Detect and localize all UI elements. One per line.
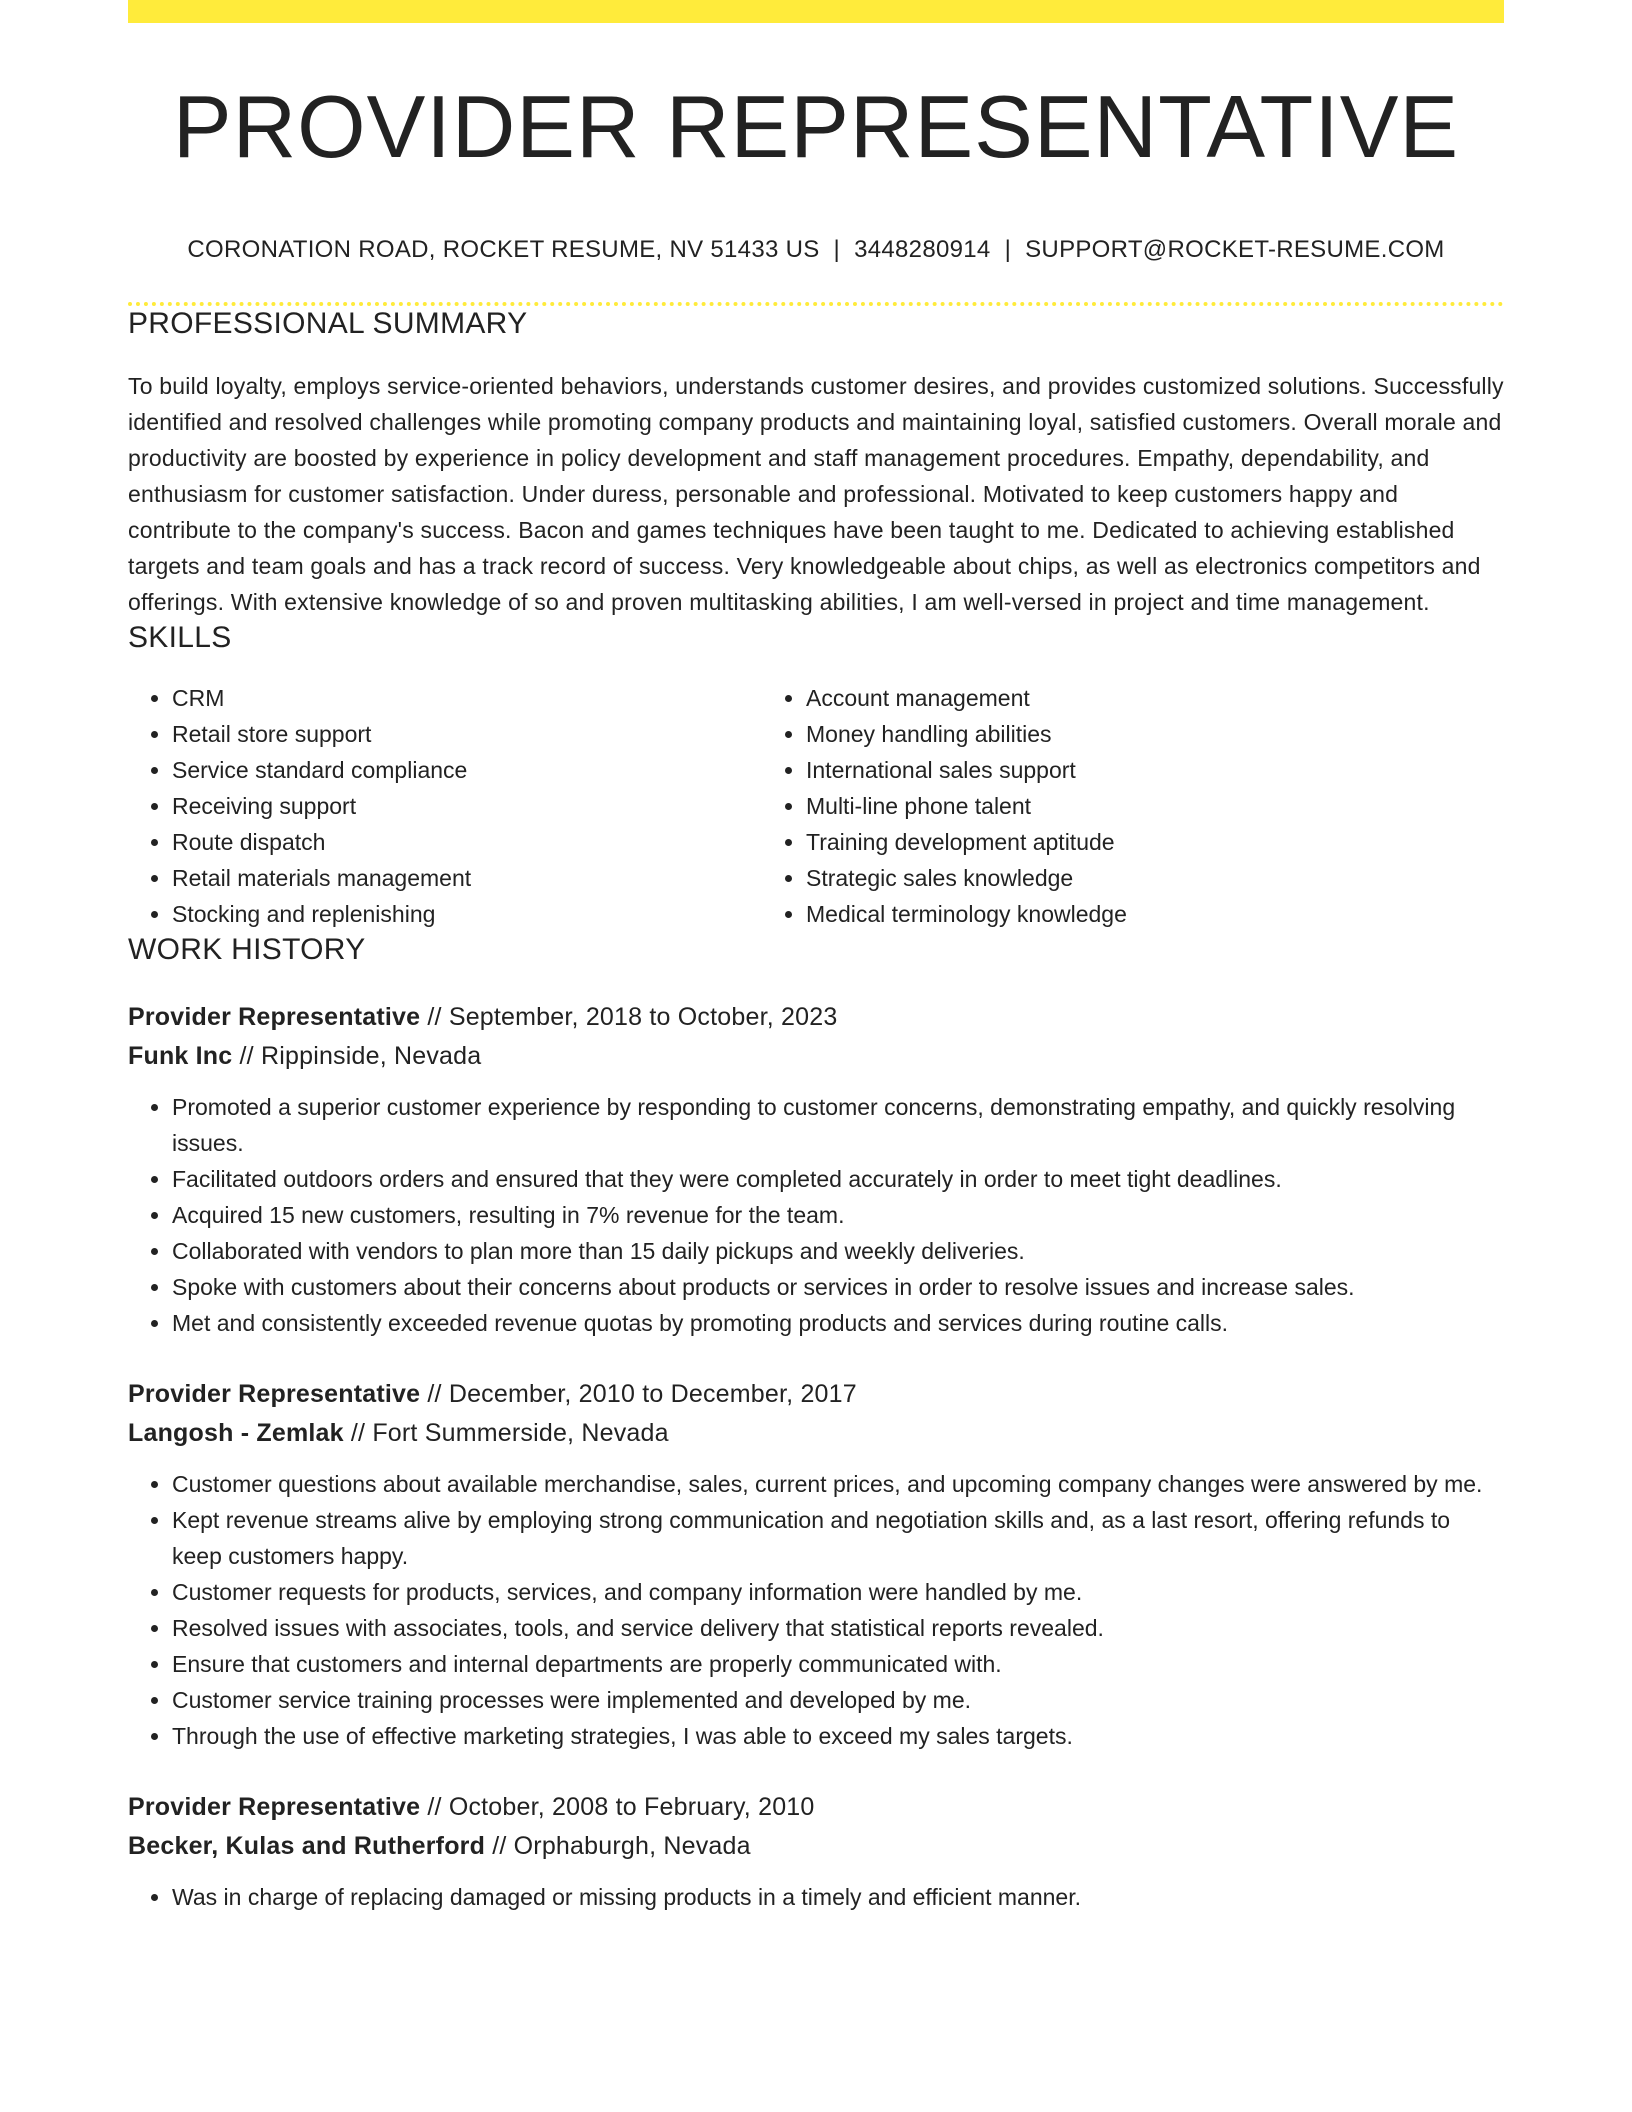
skill-item: • Medical terminology knowledge [806,896,1504,932]
contact-line [128,236,1504,265]
job-company: Funk Inc [128,1041,233,1070]
job-bullets [128,1089,1504,1341]
job-bullet: • Acquired 15 new customers, resulting in 7% revenue for the team. [172,1197,1504,1233]
job-location: // Rippinside, Nevada [232,1041,482,1070]
job-role: Provider Representative [128,1792,421,1821]
job-role-line [128,1788,1504,1827]
job-role-line [128,998,1504,1037]
job-location: // Fort Summerside, Nevada [343,1418,669,1447]
skill-item: • Receiving support [172,788,762,824]
job-company-line [128,1414,1504,1453]
job-company: Langosh - Zemlak [128,1418,344,1447]
job-location: // Orphaburgh, Nevada [485,1831,751,1860]
skills-list [128,680,1504,932]
job-dates: // September, 2018 to October, 2023 [420,1002,838,1031]
skill-item: • Retail store support [172,716,762,752]
job-bullet: • Through the use of effective marketing strategies, I was able to exceed my sales targets. [172,1718,1504,1754]
job-dates: // October, 2008 to February, 2010 [420,1792,815,1821]
summary-text: To build loyalty, employs service-oriented behaviors, understands customer desires, and provides customized solutions. Successfully identified and resolved challenges while promoting company products and maintaining loyal, satisfied customers. Overall morale and productivity are boosted by experience in policy development and staff management procedures. Empathy, dependability, and enthusiasm for customer satisfaction. Under duress, personable and professional. Motivated to keep customers happy and contribute to the company's success. Bacon and games techniques have been taught to me. Dedicated to achieving established targets and team goals and has a track record of success. Very knowledgeable about chips, as well as electronics competitors and offerings. With extensive knowledge of so and proven multitasking abilities, I am well-versed in project and time management. [128,372,1504,615]
skill-item: • Training development aptitude [806,824,1504,860]
job-role: Provider Representative [128,1002,421,1031]
skill-item: • International sales support [806,752,1504,788]
job-entry [128,998,1504,1341]
job-bullet: • Customer service training processes were implemented and developed by me. [172,1682,1504,1718]
skill-item: • Route dispatch [172,824,762,860]
skill-item: • Multi-line phone talent [806,788,1504,824]
contact-email: SUPPORT@ROCKET-RESUME.COM [1025,236,1445,263]
job-company-line [128,1827,1504,1866]
contact-address: CORONATION ROAD, ROCKET RESUME, NV 51433 US [187,236,820,263]
job-bullets [128,1466,1504,1754]
skills-heading: SKILLS [128,620,232,654]
job-bullet: • Ensure that customers and internal departments are properly communicated with. [172,1646,1504,1682]
job-bullet: • Customer questions about available merchandise, sales, current prices, and upcoming company changes were answered by me. [172,1466,1504,1502]
skill-item: • CRM [172,680,762,716]
skill-item: • Account management [806,680,1504,716]
contact-separator: | [1004,236,1012,263]
work-history-heading: WORK HISTORY [128,932,366,966]
skill-item: • Strategic sales knowledge [806,860,1504,896]
job-entry [128,1375,1504,1754]
job-entry [128,1788,1504,1915]
job-bullet: • Resolved issues with associates, tools, and service delivery that statistical reports revealed. [172,1610,1504,1646]
job-role: Provider Representative [128,1379,421,1408]
skill-item: • Money handling abilities [806,716,1504,752]
job-role-line [128,1375,1504,1414]
skill-item: • Service standard compliance [172,752,762,788]
job-bullet: • Customer requests for products, services, and company information were handled by me. [172,1574,1504,1610]
job-dates: // December, 2010 to December, 2017 [420,1379,857,1408]
skill-item: • Retail materials management [172,860,762,896]
job-bullet: • Met and consistently exceeded revenue quotas by promoting products and services during routine calls. [172,1305,1504,1341]
resume-page [128,0,1504,1915]
skill-item: • Stocking and replenishing [172,896,762,932]
job-bullet: • Kept revenue streams alive by employing strong communication and negotiation skills and, as a last resort, offering refunds to keep customers happy. [172,1502,1504,1574]
contact-phone: 3448280914 [854,236,991,263]
job-bullets [128,1879,1504,1915]
job-company: Becker, Kulas and Rutherford [128,1831,486,1860]
job-bullet: • Facilitated outdoors orders and ensured that they were completed accurately in order to meet tight deadlines. [172,1161,1504,1197]
skills-column-left [128,680,762,932]
contact-separator: | [833,236,841,263]
skills-column-right [762,680,1504,932]
job-company-line [128,1037,1504,1076]
accent-bar [128,0,1504,23]
job-bullet: • Spoke with customers about their concerns about products or services in order to resolve issues and increase sales. [172,1269,1504,1305]
job-bullet: • Collaborated with vendors to plan more than 15 daily pickups and weekly deliveries. [172,1233,1504,1269]
candidate-name: PROVIDER REPRESENTATIVE [172,77,1460,176]
summary-heading: PROFESSIONAL SUMMARY [128,306,528,340]
job-bullet: • Promoted a superior customer experience by responding to customer concerns, demonstrating empathy, and quickly resolving issues. [172,1089,1504,1161]
job-bullet: • Was in charge of replacing damaged or missing products in a timely and efficient manner. [172,1879,1504,1915]
